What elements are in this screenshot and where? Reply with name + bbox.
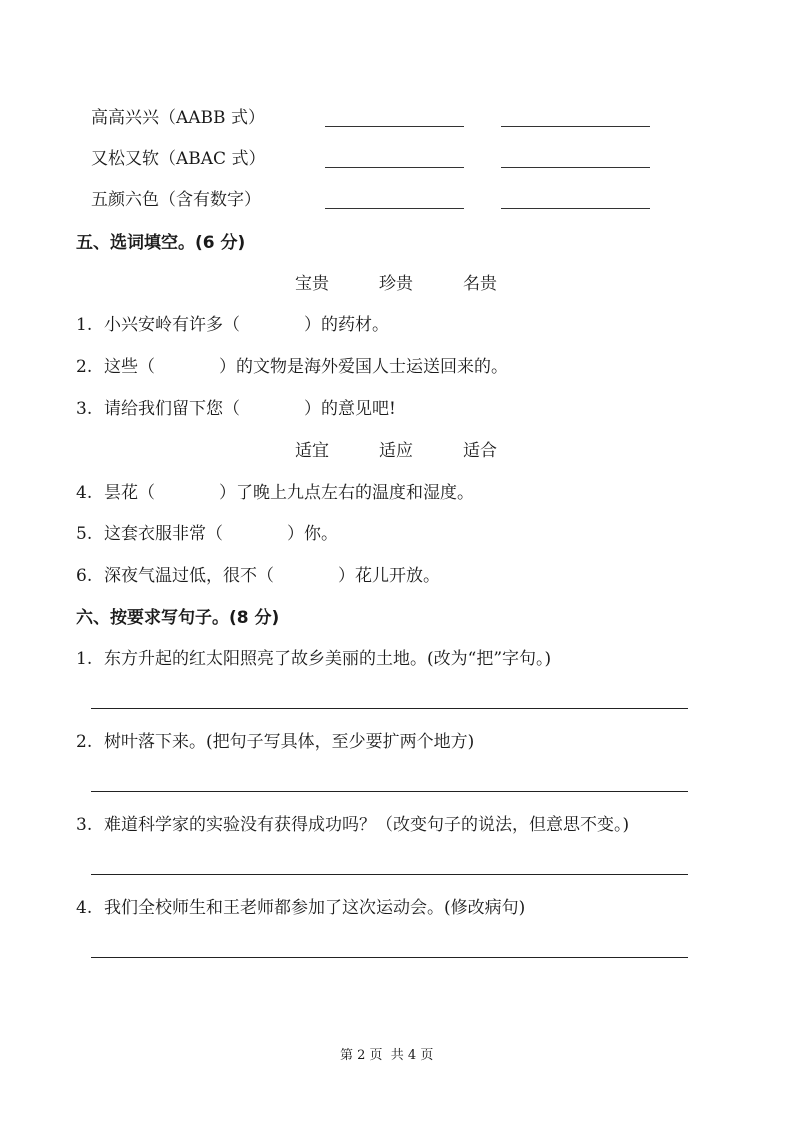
fill-item-3 <box>76 398 396 420</box>
fill-item-2-number: 2. <box>76 357 93 377</box>
fill-item-2 <box>76 356 508 378</box>
fill-item-6-before: 深夜气温过低，很不（ <box>104 566 274 586</box>
rewrite-item-3 <box>76 814 629 836</box>
rewrite-item-2 <box>76 731 474 753</box>
part6-heading: 六、按要求写句子。(8 分) <box>76 608 280 628</box>
part4-row-1-prompt: 高高兴兴（AABB 式） <box>91 108 265 128</box>
part4-row-3-blank-b[interactable] <box>501 208 650 209</box>
part4-row-1-blank-a[interactable] <box>325 126 464 127</box>
part4-row-2-blank-a[interactable] <box>325 167 464 168</box>
part4-row-2-prompt: 又松又软（ABAC 式） <box>91 149 266 169</box>
fill-item-4 <box>76 482 474 504</box>
rewrite-item-4 <box>76 897 525 919</box>
part4-row-1-blank-b[interactable] <box>501 126 650 127</box>
fill-item-1-number: 1. <box>76 315 93 335</box>
fill-item-1-after: ）的药材。 <box>304 315 389 335</box>
page-footer: 第 2 页 共 4 页 <box>340 1048 434 1063</box>
word-bank-2-word-2: 适应 <box>379 441 413 461</box>
rewrite-item-2-number: 2. <box>76 732 93 752</box>
fill-item-4-before: 昙花（ <box>104 483 155 503</box>
rewrite-item-1 <box>76 648 551 670</box>
word-bank-2-word-3: 适合 <box>463 441 497 461</box>
part4-row-2-blank-b[interactable] <box>501 167 650 168</box>
rewrite-item-1-text: 东方升起的红太阳照亮了故乡美丽的土地。(改为“把”字句。) <box>104 649 552 669</box>
part5-heading: 五、选词填空。(6 分) <box>76 233 246 253</box>
word-bank-1-word-1: 宝贵 <box>295 274 329 294</box>
fill-item-3-after: ）的意见吧! <box>304 399 396 419</box>
rewrite-item-2-answer-line[interactable] <box>91 791 688 792</box>
fill-item-1-before: 小兴安岭有许多（ <box>104 315 240 335</box>
rewrite-item-3-text: 难道科学家的实验没有获得成功吗？（改变句子的说法，但意思不变。) <box>104 815 630 835</box>
fill-item-2-before: 这些（ <box>104 357 155 377</box>
fill-item-3-before: 请给我们留下您（ <box>104 399 240 419</box>
fill-item-3-number: 3. <box>76 399 93 419</box>
rewrite-item-2-text: 树叶落下来。(把句子写具体，至少要扩两个地方) <box>104 732 475 752</box>
rewrite-item-3-answer-line[interactable] <box>91 874 688 875</box>
fill-item-4-number: 4. <box>76 483 93 503</box>
word-bank-1-word-3: 名贵 <box>463 274 497 294</box>
part4-row-3-blank-a[interactable] <box>325 208 464 209</box>
rewrite-item-3-number: 3. <box>76 815 93 835</box>
fill-item-5-before: 这套衣服非常（ <box>104 524 223 544</box>
fill-item-5-number: 5. <box>76 524 93 544</box>
rewrite-item-4-text: 我们全校师生和王老师都参加了这次运动会。(修改病句) <box>104 898 526 918</box>
fill-item-5-after: ）你。 <box>287 524 338 544</box>
fill-item-5 <box>76 523 338 545</box>
fill-item-4-after: ）了晚上九点左右的温度和湿度。 <box>219 483 474 503</box>
fill-item-1 <box>76 314 389 336</box>
part4-row-3-prompt: 五颜六色（含有数字） <box>91 190 261 210</box>
rewrite-item-4-answer-line[interactable] <box>91 957 688 958</box>
rewrite-item-1-number: 1. <box>76 649 93 669</box>
fill-item-6-number: 6. <box>76 566 93 586</box>
word-bank-2-word-1: 适宜 <box>295 441 329 461</box>
fill-item-6-after: ）花儿开放。 <box>338 566 440 586</box>
rewrite-item-4-number: 4. <box>76 898 93 918</box>
rewrite-item-1-answer-line[interactable] <box>91 708 688 709</box>
fill-item-6 <box>76 565 440 587</box>
fill-item-2-after: ）的文物是海外爱国人士运送回来的。 <box>219 357 508 377</box>
word-bank-1-word-2: 珍贵 <box>379 274 413 294</box>
